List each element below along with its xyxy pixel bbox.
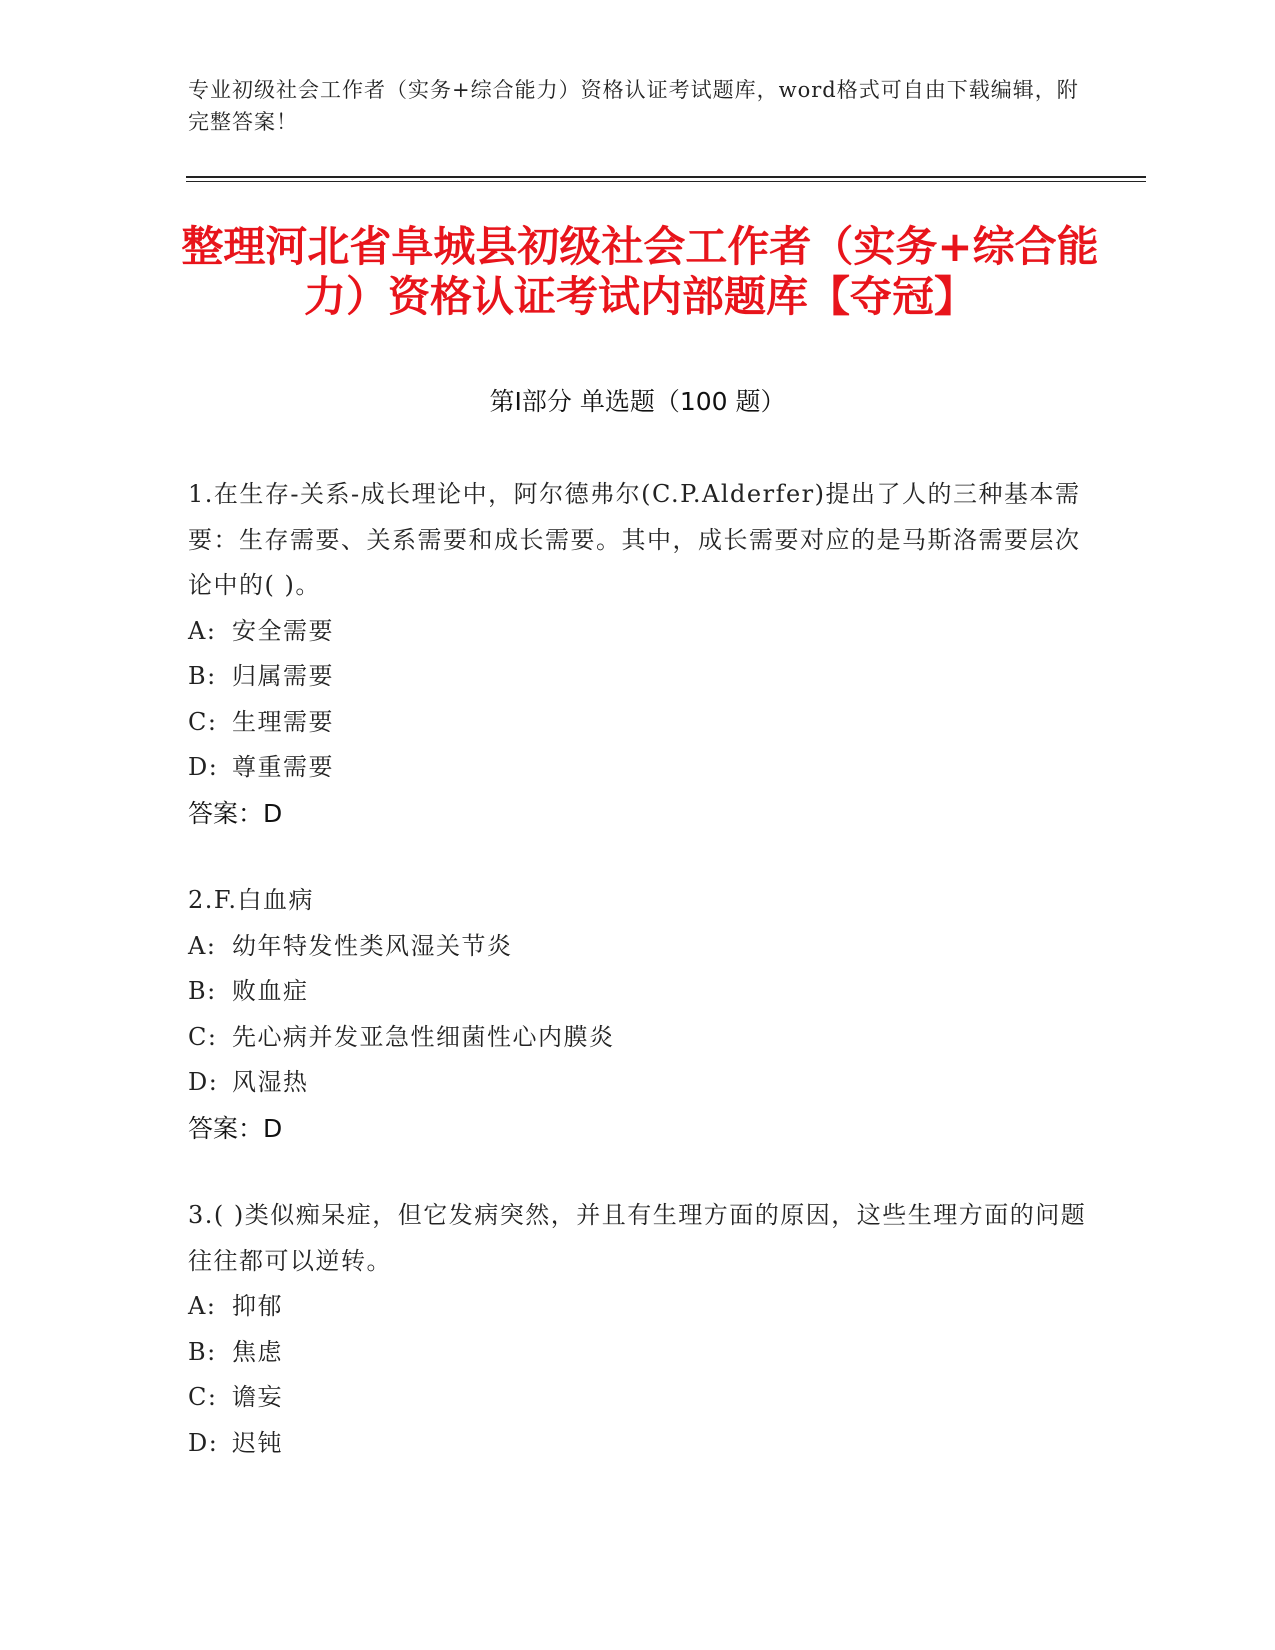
option-d: [188, 1060, 1088, 1106]
option-c: [188, 700, 1088, 746]
option-text: 败血症: [232, 977, 309, 1005]
question-3: [188, 1193, 1088, 1466]
document-title: 整理河北省阜城县初级社会工作者（实务+综合能力）资格认证考试内部题库【夺冠】: [181, 222, 1099, 321]
answer: 答案：D: [188, 1113, 283, 1143]
question-2: [188, 878, 1088, 1151]
option-key: A:: [188, 616, 217, 645]
option-text: 归属需要: [232, 662, 334, 690]
answer: 答案：D: [188, 798, 283, 828]
option-key: D:: [188, 753, 219, 781]
option-key: C:: [188, 1383, 218, 1411]
option-key: C:: [188, 1022, 218, 1051]
option-d: [188, 745, 1088, 791]
option-key: B:: [188, 662, 217, 690]
option-key: D:: [188, 1068, 219, 1096]
option-text: 谵妄: [232, 1383, 283, 1411]
option-text: 抑郁: [232, 1292, 283, 1320]
option-key: A:: [188, 931, 217, 960]
option-text: 先心病并发亚急性细菌性心内膜炎: [232, 1022, 615, 1051]
option-text: 幼年特发性类风湿关节炎: [232, 931, 513, 960]
option-a: [188, 1284, 1088, 1330]
option-a: [188, 609, 1088, 655]
header-note: 专业初级社会工作者（实务+综合能力）资格认证考试题库，word格式可自由下载编辑，附完整答案！: [188, 78, 1079, 134]
option-text: 安全需要: [232, 616, 334, 645]
option-text: 迟钝: [232, 1428, 283, 1457]
option-c: [188, 1015, 1088, 1061]
option-b: [188, 1330, 1088, 1376]
option-key: B:: [188, 977, 217, 1005]
option-c: [188, 1375, 1088, 1421]
option-b: [188, 654, 1088, 700]
option-text: 风湿热: [232, 1068, 309, 1096]
header-rule-thin: [186, 181, 1146, 182]
header-rule-thick: [186, 176, 1146, 178]
option-key: D:: [188, 1428, 219, 1457]
question-stem: 2.F.白血病: [188, 886, 314, 914]
option-key: C:: [188, 707, 218, 736]
option-key: A:: [188, 1292, 217, 1320]
option-d: [188, 1421, 1088, 1467]
option-key: B:: [188, 1337, 217, 1366]
option-a: [188, 924, 1088, 970]
question-1: [188, 472, 1088, 836]
option-text: 生理需要: [232, 707, 334, 736]
question-stem: 3.( )类似痴呆症，但它发病突然，并且有生理方面的原因，这些生理方面的问题往往都可以逆转。: [188, 1201, 1087, 1275]
question-stem: 1.在生存-关系-成长理论中，阿尔德弗尔(C.P.Alderfer)提出了人的三种基本需要：生存需要、关系需要和成长需要。其中，成长需要对应的是马斯洛需要层次论中的( )。: [188, 480, 1081, 599]
option-b: [188, 969, 1088, 1015]
question-list: [188, 472, 1088, 1466]
option-text: 尊重需要: [232, 753, 334, 781]
option-text: 焦虑: [232, 1337, 283, 1366]
section-heading: 第Ⅰ部分 单选题（100 题）: [489, 387, 786, 416]
